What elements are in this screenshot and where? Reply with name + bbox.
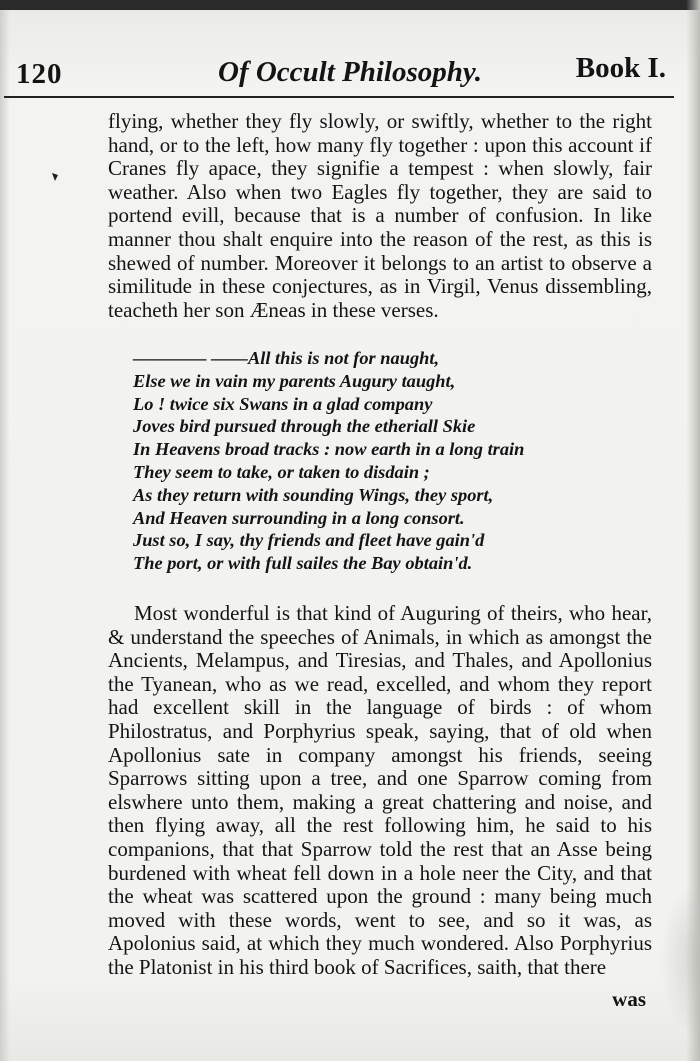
- scan-edge: [0, 0, 700, 10]
- header-rule: [4, 96, 674, 98]
- paragraph-animal-speech: Most wonderful is that kind of Auguring of theirs, who hear, & understand the speeches of Animals, in which as amongst the Ancients, Melampus, and Tiresias, and Thales, and Apollonius the Tyanean, who as we read, excelled, and whom they report had excellent skill in the language of birds : of whom Philostratus, and Porphyrius speak, saying, that of old when Apollonius sate in company amongst his friends, seeing Sparrows sitting upon a tree, and one Sparrow coming from elswhere unto them, making a great chattering and noise, and then flying away, all the rest following him, he said to his companions, that that Sparrow told the rest that an Asse being burdened with wheat fell down in a hole neer the City, and that the wheat was scattered upon the ground : many being much moved with these words, went to see, and so it was, as Apolonius said, at which they much wondered. Also Porphyrius the Platonist in his third book of Sacrifices, saith, that there: [108, 601, 652, 979]
- page-header: [14, 50, 670, 92]
- verse-line: And Heaven surrounding in a long consort.: [133, 507, 465, 528]
- verse-line: ———— ——All this is not for naught,: [133, 348, 440, 368]
- verse-line: Just so, I say, thy friends and fleet have gain'd: [133, 530, 485, 551]
- catchword: was: [612, 987, 646, 1011]
- verse-line: In Heavens broad tracks : now earth in a long train: [133, 439, 525, 460]
- page-number: 120: [16, 58, 63, 90]
- verse-line: Else we in vain my parents Augury taught,: [133, 370, 456, 391]
- ink-mark-icon: [51, 172, 59, 182]
- verse-line: Lo ! twice six Swans in a glad company: [133, 393, 433, 414]
- running-title: Of Occult Philosophy.: [218, 56, 482, 88]
- verse-line: Joves bird pursued through the etheriall Skie: [133, 416, 476, 437]
- page-stain: [660, 880, 700, 1040]
- verse-line: The port, or with full sailes the Bay obtain'd.: [133, 553, 473, 574]
- verse-line: They seem to take, or taken to disdain ;: [133, 461, 430, 482]
- book-label: Book I.: [575, 52, 666, 84]
- paragraph-augury-flight: flying, whether they fly slowly, or swiftly, whether to the right hand, or to the left, how many fly together : upon this account if Cranes fly apace, they signifie a tempest : when slowly, fair weather. Also when two Eagles fly together, they are said to portend evill, because that is a number of confusion. In like manner thou shalt enquire into the reason of the rest, as this is shewed of number. Moreover it belongs to an artist to observe a similitude in these conjectures, as in Virgil, Venus dissembling, teacheth her son Æneas in these verses.: [108, 109, 652, 322]
- verse-line: As they return with sounding Wings, they sport,: [133, 484, 494, 505]
- verse-block: [133, 347, 640, 575]
